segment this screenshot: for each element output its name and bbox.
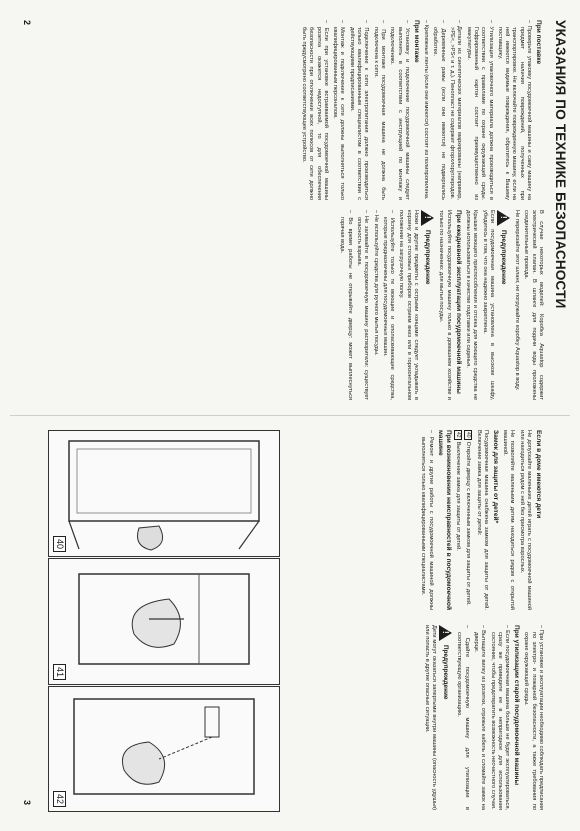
paragraph: Не позволяйте маленьким детям находиться рядом с открытой машиной. <box>502 430 516 610</box>
paragraph: – Проверьте упаковку посудомоечной машины и саму машину на предмет наличия повреждений, полученных при транспортировке. Не включайте поврежденную машину, если на ней имеются видимые повреждения, обратитесь к Вашему поставщику. <box>496 20 532 200</box>
page-number-left: 2 <box>22 20 32 26</box>
paragraph: Используйте посудомоечную машину только в домашнем хозяйстве и только по назначению: для мытья посуды. <box>438 210 452 400</box>
paragraph: – Крепежные ленты (если они имеются) состоят из полипропилена. <box>423 20 430 200</box>
paragraph: – Используйте только те моющие и ополаскивающие средства, которые предназначены для посудомоечных машин. <box>381 210 396 400</box>
paragraph: – Детали из синтетических материалов маркированы (например, >PE<, >PS< и т. д.). Пенопласт не содержит фторхлоруглеродов. <box>449 20 463 200</box>
door-lock-illustration <box>49 431 279 556</box>
step-text: Выключение замка для защиты от детей. <box>454 441 461 551</box>
paragraph: Крышки моющего приспособления и отсека для моющего средства не должны использоваться в качестве подставки или сиденья. <box>464 210 479 400</box>
paragraph: Посудомоечная машина снабжена замком для защиты от детей. Включение замка для защиты от детей: <box>475 430 489 610</box>
warning-label: Предупреждение <box>442 645 450 700</box>
door-lock-illustration <box>49 687 279 811</box>
paragraph: – Сдайте посудомоечную машину для утилизации в соответствующую организацию. <box>456 625 470 810</box>
door-lock-illustration <box>49 559 279 684</box>
paragraph: – Деревянные рамы (если они имеются) не подвергались обработке. <box>432 20 446 200</box>
warning-triangle-icon: ! <box>497 210 510 226</box>
paragraph: Не перерезайте этот шланг, не погружайте коробку Aquastop в воду. <box>514 210 521 391</box>
paragraph: Если посудомоечная машина установлена в высоком шкафу, убедитесь в том, что она надежно закреплена. <box>481 210 495 400</box>
paragraph: – Ремонт и другие работы с посудомоечной машиной должны выполняться только квалифицированными специалистами. <box>420 430 434 610</box>
column-4 <box>289 625 544 810</box>
warning-triangle-icon: ! <box>421 210 434 226</box>
warning-block <box>421 210 434 400</box>
heading-children: Если в доме имеются дети <box>535 430 542 519</box>
paragraph: – При монтаже посудомоечная машина не должна быть подключена к сети. <box>372 20 386 200</box>
warning-triangle-icon: ! <box>439 625 452 641</box>
step-42 <box>454 430 462 610</box>
heading-child-lock: Замок для защиты от детей* <box>491 430 499 524</box>
step-number: 42 <box>454 432 461 438</box>
column-1 <box>39 20 544 200</box>
warning-block <box>439 625 452 810</box>
column-2 <box>39 210 544 400</box>
heading-faults: При возникновении неисправностей в посудомоечной машине <box>436 430 452 610</box>
paragraph: – Утилизация упаковочного материала должна производиться в соответствии с правилами по охране окружающей среды. Гофрированный картон состоит преимущественно из макулатуры. <box>465 20 494 200</box>
warning-label: Предупреждение <box>499 230 507 285</box>
page-number-right: 3 <box>22 800 32 806</box>
heading-daily-use: При ежедневной эксплуатации посудомоечной машины <box>454 210 462 394</box>
paragraph: Не допускайте маленьких детей играть с посудомоечной машиной или находиться рядом с ней без присмотра взрослых. <box>518 430 532 610</box>
heading-installation: При монтаже <box>412 20 420 63</box>
step-40 <box>464 430 472 610</box>
page-title: УКАЗАНИЯ ПО ТЕХНИКЕ БЕЗОПАСНОСТИ <box>553 20 568 309</box>
paragraph: – Не используйте средства для ручного мытья посуды. <box>372 210 379 356</box>
heading-delivery: При поставке <box>535 20 542 65</box>
figure-number: 41 <box>53 664 66 680</box>
paragraph: В случае некоторых моделей: Коробка Aquastop содержит электрический клапан. В шланге для подачи воды проложены соединительные провода. <box>523 210 544 400</box>
figure-41 <box>48 558 280 685</box>
heading-disposal: При утилизации старой посудомоечной машины <box>513 625 521 786</box>
step-text: Откройте дверцу с включенным замком для защиты от детей. <box>465 441 472 606</box>
paragraph: Ножи и другие предметы с острыми концами следует укладывать в корзину для столовых приборов острием вниз или в горизонтальном положении на загрузочную полку. <box>398 210 420 400</box>
warning-label: Предупреждение <box>424 230 432 285</box>
paragraph: – Во время работы не открывайте дверцу: может выплеснуться горячая вода. <box>339 210 353 400</box>
paragraph: Дети могут оказаться запертыми внутри машины (опасность удушья) или попасть в другие опасные ситуации. <box>423 625 438 810</box>
warning-block <box>497 210 510 400</box>
paragraph: – Установку и подключение посудомоечной машины следует выполнять в соответствии с инструкцией по монтажу и подключению. <box>389 20 410 200</box>
paragraph: – При установке и эксплуатации необходимо соблюдать предписания по электро- и пожарной безопасности, а также требования по охране окружающей среды. <box>523 625 544 810</box>
page-fold <box>10 415 570 416</box>
paragraph: – Монтаж и подключение к сети должны выполняться только квалифицированным персоналом. <box>332 20 346 200</box>
figure-strip <box>45 430 280 810</box>
figure-number: 40 <box>53 536 66 552</box>
figure-40 <box>48 430 280 557</box>
figure-42 <box>48 686 280 812</box>
paragraph: – Если при установке встраиваемой посудомоечной машины розетка окажется недоступной, то для обеспечения безопасности при отключении всех полюсов от сети должно быть предусмотрено соответствующее устройство. <box>300 20 329 200</box>
paragraph: – Вытащите вилку из розетки, отрежьте кабель и сломайте замок на дверце. <box>472 625 487 810</box>
column-3 <box>289 430 544 610</box>
paragraph: – Подключение к сети электропитания должно производиться только квалифицированным специалистом в соответствии с действующими предписаниями. <box>348 20 370 200</box>
step-number: 40 <box>465 432 472 438</box>
paragraph: – Не заливайте в посудомоечную машину растворители: существует опасность взрыва. <box>355 210 370 400</box>
paragraph: – Если посудомоечная машина больше не будет эксплуатироваться, сразу же приведите ее в непригодное для использования состояние, чтобы предотвратить возможность несчастного случая. <box>489 625 511 810</box>
figure-number: 42 <box>53 791 66 807</box>
